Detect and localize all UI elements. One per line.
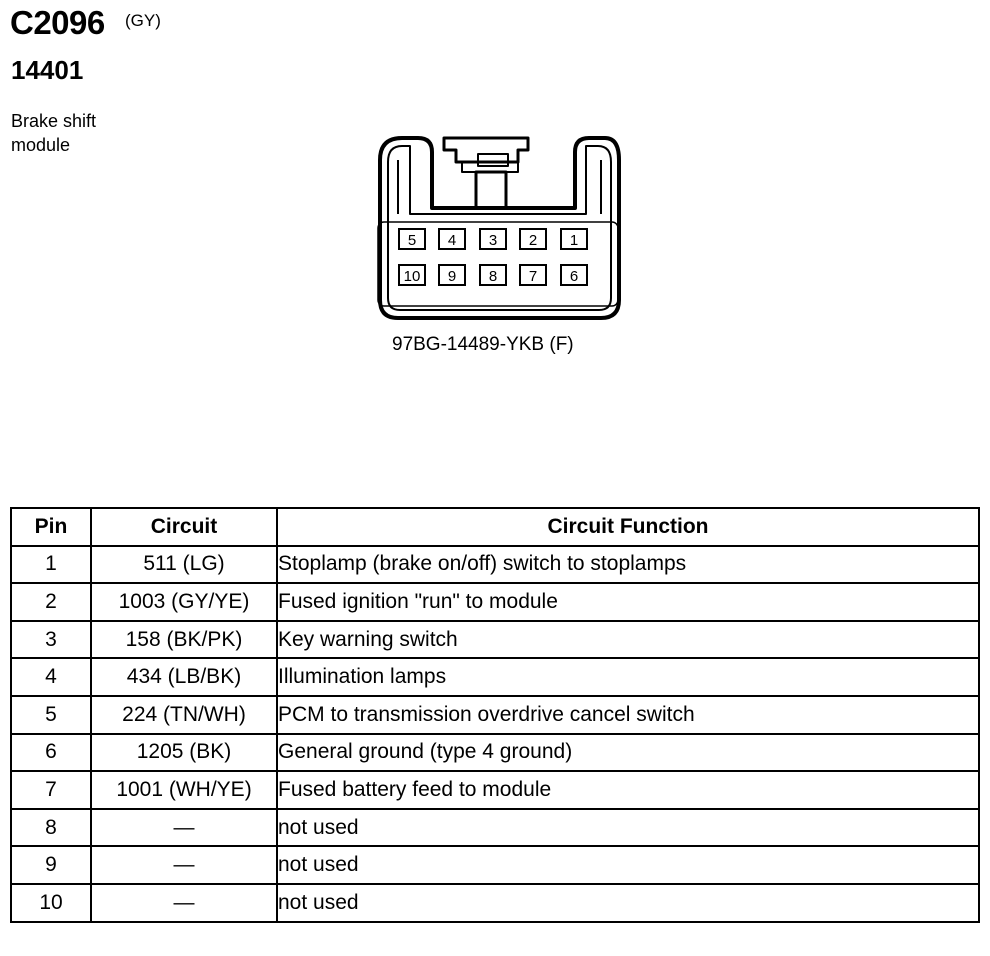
table-row <box>11 621 979 659</box>
function-cell: not used <box>277 809 979 847</box>
cavity <box>520 265 546 285</box>
cavity-number: 1 <box>569 232 579 249</box>
function-cell: Illumination lamps <box>277 658 979 696</box>
circuit-cell: — <box>91 809 277 847</box>
connector-code: 97BG-14489-YKB (F) <box>392 334 574 355</box>
cavity-number: 3 <box>488 232 498 249</box>
circuit-cell: 158 (BK/PK) <box>91 621 277 659</box>
component-name: Brake shift module <box>11 111 97 155</box>
connector-color-code: (GY) <box>125 11 161 30</box>
circuit-cell: 1003 (GY/YE) <box>91 583 277 621</box>
cavity-number: 5 <box>407 232 417 249</box>
pin-cell: 10 <box>11 884 91 922</box>
connector-face-diagram <box>0 0 990 360</box>
circuit-cell: 511 (LG) <box>91 546 277 584</box>
header-function: Circuit Function <box>277 508 979 546</box>
pin-cell: 1 <box>11 546 91 584</box>
table-row <box>11 583 979 621</box>
connector-id: C2096 <box>10 4 105 41</box>
table-row <box>11 734 979 772</box>
header-pin: Pin <box>11 508 91 546</box>
circuit-cell: 224 (TN/WH) <box>91 696 277 734</box>
pin-cell: 4 <box>11 658 91 696</box>
cavity <box>480 229 506 249</box>
table-row <box>11 809 979 847</box>
locking-latch <box>444 138 528 162</box>
pin-cell: 2 <box>11 583 91 621</box>
circuit-cell: 434 (LB/BK) <box>91 658 277 696</box>
pin-cell: 5 <box>11 696 91 734</box>
function-cell: not used <box>277 846 979 884</box>
cavity-number: 10 <box>403 268 421 285</box>
table-row <box>11 771 979 809</box>
table-row <box>11 846 979 884</box>
cavity <box>439 265 465 285</box>
function-cell: Stoplamp (brake on/off) switch to stoplamps <box>277 546 979 584</box>
circuit-cell: 1205 (BK) <box>91 734 277 772</box>
table-header-row <box>11 508 979 546</box>
cavity <box>561 265 587 285</box>
cavity-row-bottom <box>399 265 587 285</box>
header-circuit: Circuit <box>91 508 277 546</box>
cavity-number: 8 <box>488 268 498 285</box>
table-row <box>11 884 979 922</box>
table-row <box>11 658 979 696</box>
cavity <box>399 229 425 249</box>
circuit-cell: — <box>91 884 277 922</box>
circuit-cell: — <box>91 846 277 884</box>
cavity <box>480 265 506 285</box>
cavity-number: 2 <box>528 232 538 249</box>
cavity-number: 6 <box>569 268 579 285</box>
cavity <box>439 229 465 249</box>
function-cell: Fused ignition "run" to module <box>277 583 979 621</box>
cavity <box>399 265 425 285</box>
table-row <box>11 696 979 734</box>
cavity-number: 9 <box>447 268 457 285</box>
function-cell: Key warning switch <box>277 621 979 659</box>
table-row <box>11 546 979 584</box>
circuit-cell: 1001 (WH/YE) <box>91 771 277 809</box>
function-cell: General ground (type 4 ground) <box>277 734 979 772</box>
cavity-row-top <box>399 229 587 249</box>
pin-cell: 9 <box>11 846 91 884</box>
pin-cell: 8 <box>11 809 91 847</box>
cavity-number: 7 <box>528 268 538 285</box>
pin-cell: 7 <box>11 771 91 809</box>
pinout-table <box>10 507 980 923</box>
function-cell: not used <box>277 884 979 922</box>
cavity-number: 4 <box>447 232 457 249</box>
pin-cell: 6 <box>11 734 91 772</box>
function-cell: PCM to transmission overdrive cancel switch <box>277 696 979 734</box>
part-number: 14401 <box>11 55 84 85</box>
cavity <box>561 229 587 249</box>
cavity <box>520 229 546 249</box>
function-cell: Fused battery feed to module <box>277 771 979 809</box>
pin-cell: 3 <box>11 621 91 659</box>
